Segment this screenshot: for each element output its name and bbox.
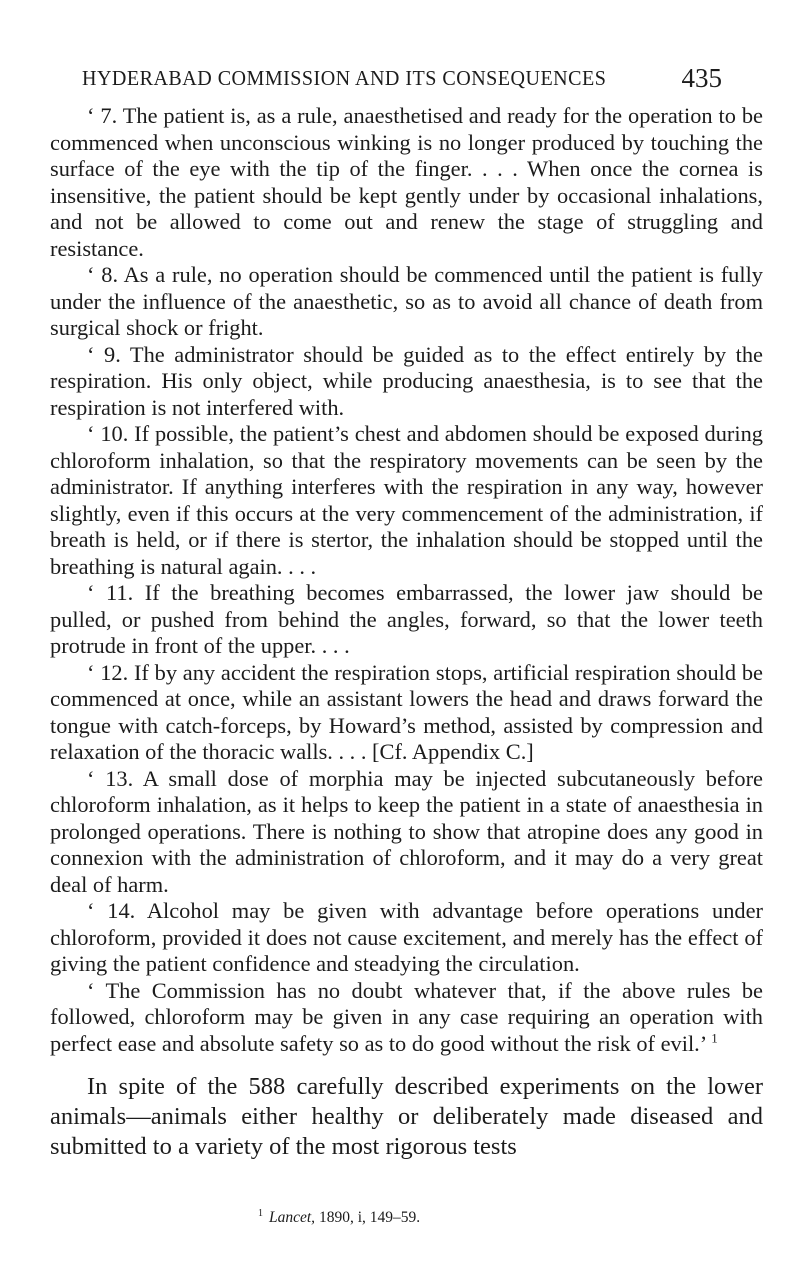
rule-paragraph-11: ‘ 11. If the breathing becomes embarrassed, the lower jaw should be pulled, or pushed from behind the angles, forward, so that the lower teeth protrude in front of the upper. . . . bbox=[50, 580, 763, 658]
narrative-paragraph: In spite of the 588 carefully described experiments on the lower animals—animals either healthy or deliberately made diseased and submitted to a variety of the most rigorous tests bbox=[50, 1073, 763, 1160]
footnote-citation: 1890, i, 149–59. bbox=[315, 1209, 421, 1226]
rule-paragraph-14: ‘ 14. Alcohol may be given with advantage before operations under chloroform, provided it does not cause excitement, and merely has the effect of giving the patient confidence and steadying the circulation. bbox=[50, 898, 763, 976]
rule-paragraph-7: ‘ 7. The patient is, as a rule, anaesthetised and ready for the operation to be commenced when unconscious winking is no longer produced by touching the surface of the eye with the tip of the finger. . . . When once the cornea is insensitive, the patient should be kept gently under by occasional inhalations, and not be allowed to come out and renew the stage of struggling and resistance. bbox=[50, 103, 763, 261]
page-number: 435 bbox=[681, 63, 722, 93]
footnote-reference: 1 bbox=[711, 1030, 718, 1046]
body-text bbox=[50, 103, 763, 1162]
footnote bbox=[258, 1209, 420, 1227]
rule-paragraph-10: ‘ 10. If possible, the patient’s chest and abdomen should be exposed during chloroform inhalation, so that the respiratory movements can be seen by the administrator. If anything interferes with the respiration in any way, however slightly, even if this occurs at the very commencement of the administration, if breath is held, or if there is stertor, the inhalation should be stopped until the breathing is natural again. . . . bbox=[50, 421, 763, 579]
rule-paragraph-13: ‘ 13. A small dose of morphia may be injected subcutaneously before chloroform inhalation, as it helps to keep the patient in a state of anaesthesia in prolonged operations. There is nothing to show that atropine does any good in connexion with the administration of chloroform, and it may do a very great deal of harm. bbox=[50, 765, 763, 897]
running-title: HYDERABAD COMMISSION AND ITS CONSEQUENCES bbox=[82, 66, 607, 90]
rule-paragraph-8: ‘ 8. As a rule, no operation should be commenced until the patient is fully under the influence of the anaesthetic, so as to avoid all chance of death from surgical shock or fright. bbox=[50, 262, 763, 340]
footnote-journal: Lancet, bbox=[269, 1209, 316, 1226]
footnote-marker: 1 bbox=[258, 1207, 263, 1219]
rule-paragraph-9: ‘ 9. The administrator should be guided as to the effect entirely by the respiration. His only object, while producing anaesthesia, is to see that the respiration is not interfered with. bbox=[50, 341, 763, 420]
running-head bbox=[82, 63, 722, 96]
rule-paragraph-12: ‘ 12. If by any accident the respiration stops, artificial respiration should be commenced at once, while an assistant lowers the head and draws forward the tongue with catch-forceps, by Howard’s method, assisted by compression and relaxation of the thoracic walls. . . . [Cf. Appendix C.] bbox=[50, 659, 763, 764]
commission-conclusion-paragraph bbox=[50, 978, 763, 1058]
commission-conclusion-text: ‘ The Commission has no doubt whatever that, if the above rules be followed, chloroform may be given in any case requiring an operation with perfect ease and absolute safety so as to do good without the risk of evil.’ bbox=[50, 977, 763, 1056]
